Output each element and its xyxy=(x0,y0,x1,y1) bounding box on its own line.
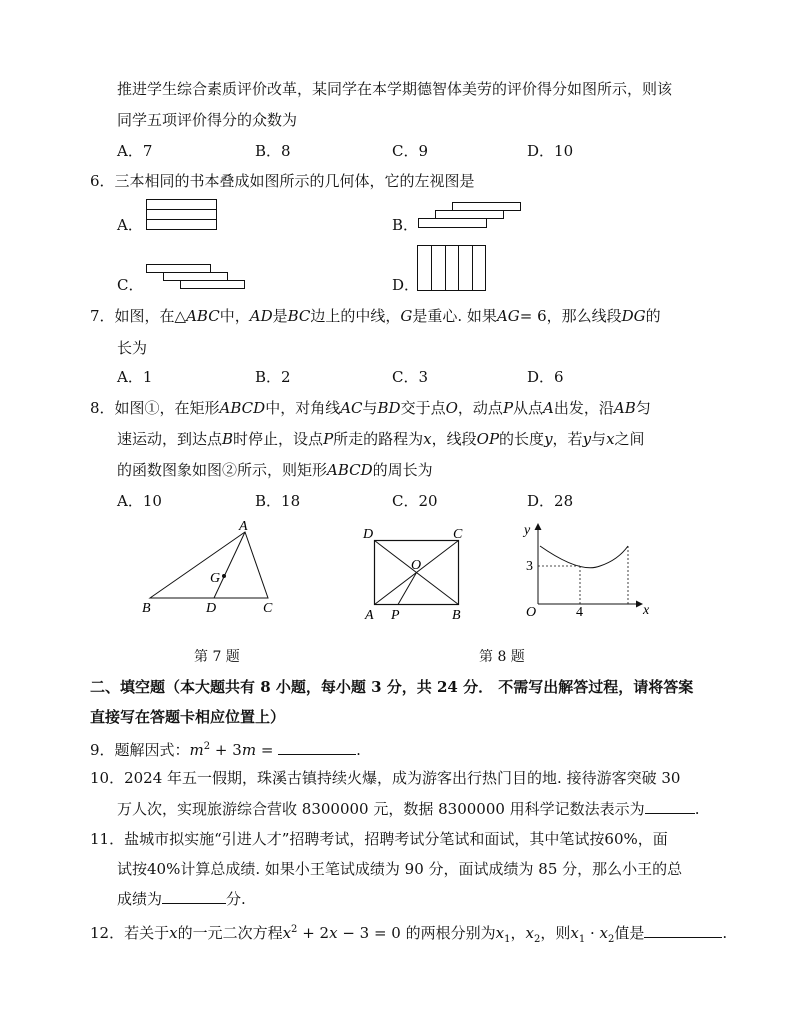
q11-answer-blank[interactable] xyxy=(162,889,226,904)
q9-eq: = xyxy=(256,741,279,759)
q5-option-b: B．8 xyxy=(255,142,291,160)
section2-line2: 直接写在答题卡相应位置上） xyxy=(90,708,286,726)
q7-t6: 的 xyxy=(645,307,661,325)
q7-option-c: C．3 xyxy=(392,368,429,386)
q10-line2-wrap: 万人次，实现旅游综合营收 8300000 元，数据 8300000 用科学记数法表示为 . xyxy=(117,800,700,818)
q5-line2: 同学五项评价得分的众数为 xyxy=(117,111,298,129)
q8-x: x xyxy=(423,430,432,448)
q8-option-c: C．20 xyxy=(392,492,438,510)
q8-l2d: ，线段 xyxy=(431,430,477,448)
q5-option-d: D．10 xyxy=(527,142,574,160)
q7-t5: = 6，那么线段 xyxy=(519,307,622,325)
q7-dg: DG xyxy=(621,307,646,325)
q6-option-a-figure xyxy=(146,199,218,231)
q7-option-b: B．2 xyxy=(255,368,291,386)
q8-b: B xyxy=(222,430,234,448)
q9-answer-blank[interactable] xyxy=(278,740,356,755)
q8-line2 xyxy=(117,429,645,449)
fig7-triangle xyxy=(140,518,290,618)
q12-x2b: x xyxy=(525,924,534,942)
q10-answer-blank[interactable] xyxy=(645,799,695,814)
q8-o: O xyxy=(445,399,458,417)
q8-l1h: 匀 xyxy=(635,399,651,417)
q8-l1c: 与 xyxy=(362,399,378,417)
fig8-label-o: O xyxy=(411,558,422,573)
q7-t1: 中， xyxy=(219,307,250,325)
q11-line2: 试按40%计算总成绩. 如果小王笔试成绩为 90 分，面试成绩为 85 分，那么小王的总 xyxy=(117,860,683,878)
q8-op: OP xyxy=(476,430,500,448)
fig8-label-c: C xyxy=(453,527,463,542)
fig8-label-d: D xyxy=(363,527,374,542)
q8-abcd2: ABCD xyxy=(327,461,373,479)
fig8-graph-tick4: 4 xyxy=(576,605,583,620)
q6-stem: 6．三本相同的书本叠成如图所示的几何体，它的左视图是 xyxy=(90,172,475,190)
q8-y: y xyxy=(544,430,553,448)
q11-line3 xyxy=(117,889,246,909)
q8-l2b: 时停止，设点 xyxy=(233,430,324,448)
fig8-caption: 第 8 题 xyxy=(479,649,525,665)
q8-option-d: D．28 xyxy=(527,492,574,510)
q12-f: x xyxy=(570,924,579,942)
q12-b: 的一元二次方程 xyxy=(177,924,283,942)
q6-option-c-figure xyxy=(146,264,248,292)
q8-l2h: 之间 xyxy=(614,430,645,448)
q8-l1f: 从点 xyxy=(513,399,544,417)
q8-l1a: 8．如图①，在矩形 xyxy=(90,399,220,417)
q9-stem: 9．题解因式： xyxy=(90,741,190,759)
q7-option-d: D．6 xyxy=(527,368,564,386)
fig7-label-a: A xyxy=(239,519,248,534)
q12-x3: x xyxy=(329,924,338,942)
q8-l1d: 交于点 xyxy=(400,399,446,417)
q9-rest: + 3 xyxy=(210,741,242,759)
q8-abcd: ABCD xyxy=(219,399,266,417)
fig8-label-b: B xyxy=(452,608,461,623)
fig8-graph-tick3: 3 xyxy=(526,559,533,574)
q12-x1: x xyxy=(495,924,505,942)
q8-l2g: 与 xyxy=(591,430,607,448)
q12-x: x xyxy=(169,924,178,942)
q8-l2f: ，若 xyxy=(552,430,583,448)
q11-line3a: 成绩为 xyxy=(117,890,163,908)
q12-g: x xyxy=(599,924,608,942)
q8-l3a: 的函数图象如图②所示，则矩形 xyxy=(117,461,328,479)
q8-l2c: 所走的路程为 xyxy=(333,430,424,448)
q8-ac: AC xyxy=(340,399,363,417)
fig8-graph xyxy=(520,518,660,622)
q7-option-a: A．1 xyxy=(117,368,153,386)
q7-ad: AD xyxy=(249,307,273,325)
q12-c: + 2 xyxy=(297,924,330,942)
q8-y2: y xyxy=(582,430,592,448)
q8-bd: BD xyxy=(377,399,401,417)
section2-line1: 二、填空题（本大题共有 8 小题，每小题 3 分，共 24 分． 不需写出解答过程，请将答案 xyxy=(90,678,694,696)
q11-line3b: 分. xyxy=(226,890,246,908)
q12-e: ，则 xyxy=(540,924,571,942)
q11-line1: 11．盐城市拟实施“引进人才”招聘考试，招聘考试分笔试和面试，其中笔试按60%，面 xyxy=(90,830,668,848)
q8-l2e: 的长度 xyxy=(499,430,545,448)
q5-option-a: A．7 xyxy=(117,142,153,160)
q8-l1g: 出发，沿 xyxy=(553,399,614,417)
q5-option-c: C．9 xyxy=(392,142,429,160)
q7-num: 7．如图，在△ xyxy=(90,307,187,325)
q6-label-d: D． xyxy=(392,276,420,294)
fig8-rectangle xyxy=(360,524,470,624)
q12-dot: · xyxy=(585,924,600,942)
fig7-label-d: D xyxy=(206,601,217,616)
q8-l1b: 中，对角线 xyxy=(265,399,341,417)
q8-ab: AB xyxy=(613,399,636,417)
q12-d: − 3 = 0 的两根分别为 xyxy=(337,924,496,942)
q7-abc: ABC xyxy=(186,307,220,325)
q7-ag: AG xyxy=(496,307,520,325)
q6-option-d-figure xyxy=(417,245,487,292)
q12-answer-blank[interactable] xyxy=(644,923,722,938)
q7-g: G xyxy=(400,307,413,325)
q7-t3: 边上的中线， xyxy=(310,307,401,325)
q8-line1 xyxy=(90,398,651,418)
q8-l2a: 速运动，到达点 xyxy=(117,430,223,448)
q9-m2: m xyxy=(241,741,257,759)
fig7-label-g: G xyxy=(210,571,221,586)
q6-label-c: C． xyxy=(117,276,144,294)
fig7-label-b: B xyxy=(142,601,151,616)
q10-line2: 万人次，实现旅游综合营收 8300000 元，数据 8300000 用科学记数法表示为 xyxy=(117,800,645,818)
q8-a: A xyxy=(543,399,554,417)
fig8-graph-x: x xyxy=(643,603,650,618)
fig8-label-a: A xyxy=(365,608,374,623)
q6-option-b-figure xyxy=(418,202,522,232)
q7-bc: BC xyxy=(287,307,311,325)
q9-line: 9．题解因式：$m^2 + 3m$ = . xyxy=(90,741,361,759)
q7-line1 xyxy=(90,306,661,326)
fig7-label-c: C xyxy=(263,601,273,616)
fig8-graph-origin: O xyxy=(526,605,537,620)
q12-x2: x xyxy=(282,924,292,942)
q5-line1: 推进学生综合素质评价改革，某同学在本学期德智体美劳的评价得分如图所示，则该 xyxy=(117,80,673,98)
q8-option-a: A．10 xyxy=(117,492,162,510)
q6-label-b: B． xyxy=(392,216,419,234)
q12-h: 值是 xyxy=(614,924,645,942)
q12-line: 12．若关于x的一元二次方程$x^2 + 2x - 3 = 0$ 的两根分别为$x_1$，$x_2$，则$x_1 \cdot x_2$值是 . xyxy=(90,924,728,945)
q8-l3b: 的周长为 xyxy=(372,461,433,479)
q8-option-b: B．18 xyxy=(255,492,301,510)
q7-t4: 是重心. 如果 xyxy=(412,307,497,325)
fig7-caption: 第 7 题 xyxy=(194,649,240,665)
q7-line2: 长为 xyxy=(117,339,148,357)
q8-line3 xyxy=(117,460,433,480)
q8-x2: x xyxy=(606,430,615,448)
q10-line1: 10．2024 年五一假期，珠溪古镇持续火爆，成为游客出行热门目的地. 接待游客突破 30 xyxy=(90,769,681,787)
fig8-label-p: P xyxy=(391,608,400,623)
q7-t2: 是 xyxy=(272,307,288,325)
q12-a: 12．若关于 xyxy=(90,924,170,942)
fig8-graph-y: y xyxy=(524,523,531,538)
q8-l1e: ，动点 xyxy=(457,399,503,417)
q6-label-a: A． xyxy=(117,216,143,234)
q8-p: P xyxy=(502,399,514,417)
q8-p2: P xyxy=(323,430,334,448)
q9-m: m xyxy=(189,741,204,759)
q12-sep: ， xyxy=(510,924,526,942)
